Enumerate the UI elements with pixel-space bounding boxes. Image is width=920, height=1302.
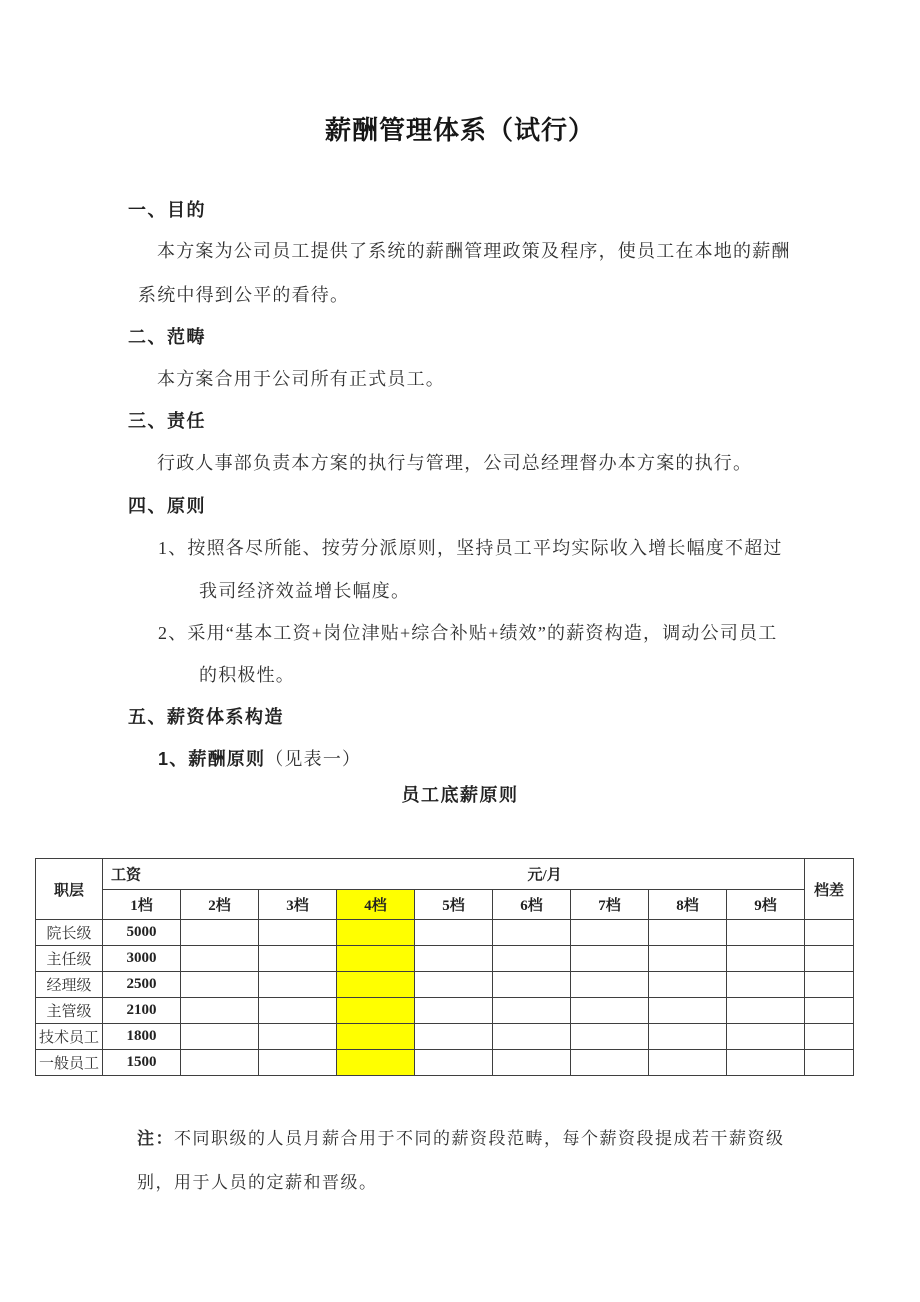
- list-item-line: 的积极性。: [199, 665, 295, 685]
- empty-cell: [493, 998, 571, 1024]
- level-cell: 院长级: [36, 920, 103, 946]
- empty-cell: [181, 998, 259, 1024]
- empty-cell: [181, 920, 259, 946]
- empty-cell: [649, 1024, 727, 1050]
- empty-cell: [493, 1024, 571, 1050]
- grade-header-cell: 9档: [727, 890, 805, 920]
- paragraph-line: 本方案合用于公司所有正式员工。: [157, 369, 445, 389]
- empty-cell: [727, 972, 805, 998]
- table-row: [36, 946, 854, 972]
- section-heading-principles: 四、原则: [128, 496, 206, 516]
- list-item-line: 1、按照各尽所能、按劳分派原则，坚持员工平均实际收入增长幅度不超过: [158, 538, 783, 558]
- empty-cell: [259, 920, 337, 946]
- empty-cell: [571, 946, 649, 972]
- section-heading-scope: 二、范畴: [128, 327, 206, 347]
- salary-table-container: [35, 858, 854, 1076]
- empty-cell: [571, 998, 649, 1024]
- empty-cell: [493, 946, 571, 972]
- empty-cell: [493, 920, 571, 946]
- diff-cell: [805, 998, 854, 1024]
- note-text: 不同职级的人员月薪合用于不同的薪资段范畴，每个薪资段提成若干薪资级: [174, 1129, 785, 1148]
- empty-cell: [649, 920, 727, 946]
- empty-cell: [259, 946, 337, 972]
- list-item-line: 我司经济效益增长幅度。: [199, 581, 411, 601]
- document-title: 薪酬管理体系（试行）: [324, 115, 595, 145]
- salary-label: 工资: [111, 867, 142, 884]
- empty-cell: [649, 972, 727, 998]
- salary-value-cell: 1800: [103, 1024, 181, 1050]
- empty-cell: [337, 1050, 415, 1076]
- grade-header-cell: 6档: [493, 890, 571, 920]
- diff-cell: [805, 946, 854, 972]
- salary-value-cell: 1500: [103, 1050, 181, 1076]
- level-cell: 主管级: [36, 998, 103, 1024]
- note-prefix: 注：: [137, 1129, 174, 1148]
- unit-label: 元/月: [527, 867, 562, 884]
- diff-header-cell: 档差: [805, 859, 854, 920]
- section-heading-responsibility: 三、责任: [128, 411, 206, 431]
- empty-cell: [571, 1050, 649, 1076]
- corner-header-cell: 职层: [36, 859, 103, 920]
- empty-cell: [337, 998, 415, 1024]
- sub-item-suffix: （见表一）: [265, 749, 362, 769]
- diff-cell: [805, 1050, 854, 1076]
- grade-header-cell: 7档: [571, 890, 649, 920]
- grade-header-cell: 2档: [181, 890, 259, 920]
- level-cell: 经理级: [36, 972, 103, 998]
- empty-cell: [259, 998, 337, 1024]
- empty-cell: [649, 946, 727, 972]
- paragraph-line: 本方案为公司员工提供了系统的薪酬管理政策及程序，使员工在本地的薪酬: [157, 241, 791, 261]
- list-item-line: 2、采用“基本工资+岗位津贴+综合补贴+绩效”的薪资构造，调动公司员工: [158, 623, 778, 643]
- empty-cell: [415, 946, 493, 972]
- empty-cell: [181, 1024, 259, 1050]
- diff-cell: [805, 972, 854, 998]
- table-row: [36, 972, 854, 998]
- empty-cell: [259, 1024, 337, 1050]
- empty-cell: [727, 1024, 805, 1050]
- empty-cell: [571, 1024, 649, 1050]
- empty-cell: [727, 998, 805, 1024]
- sub-item-line: [158, 745, 361, 771]
- level-cell: 一般员工: [36, 1050, 103, 1076]
- paragraph-line: 系统中得到公平的看待。: [138, 285, 350, 305]
- empty-cell: [337, 972, 415, 998]
- table-row: [36, 1050, 854, 1076]
- note-line: 别，用于人员的定薪和晋级。: [137, 1173, 378, 1192]
- sub-item-title: 1、薪酬原则: [158, 749, 266, 769]
- empty-cell: [727, 920, 805, 946]
- empty-cell: [415, 998, 493, 1024]
- empty-cell: [181, 972, 259, 998]
- grade-header-cell: 1档: [103, 890, 181, 920]
- diff-cell: [805, 920, 854, 946]
- empty-cell: [649, 998, 727, 1024]
- empty-cell: [649, 1050, 727, 1076]
- empty-cell: [337, 1024, 415, 1050]
- empty-cell: [493, 1050, 571, 1076]
- note-line: [137, 1124, 785, 1149]
- table-row: [36, 998, 854, 1024]
- salary-table: [35, 858, 854, 1076]
- empty-cell: [415, 1050, 493, 1076]
- empty-cell: [415, 1024, 493, 1050]
- level-cell: 主任级: [36, 946, 103, 972]
- paragraph-line: 行政人事部负责本方案的执行与管理，公司总经理督办本方案的执行。: [157, 453, 753, 473]
- empty-cell: [415, 972, 493, 998]
- table-caption: 员工底薪原则: [401, 785, 519, 805]
- section-heading-purpose: 一、目的: [128, 200, 206, 220]
- table-row: [36, 920, 854, 946]
- salary-value-cell: 2500: [103, 972, 181, 998]
- grade-header-cell: 8档: [649, 890, 727, 920]
- empty-cell: [181, 1050, 259, 1076]
- empty-cell: [571, 920, 649, 946]
- empty-cell: [259, 1050, 337, 1076]
- empty-cell: [337, 946, 415, 972]
- empty-cell: [337, 920, 415, 946]
- empty-cell: [415, 920, 493, 946]
- grade-header-cell: 5档: [415, 890, 493, 920]
- level-cell: 技术员工: [36, 1024, 103, 1050]
- grade-header-cell: 4档: [337, 890, 415, 920]
- empty-cell: [727, 946, 805, 972]
- grade-header-cell: 3档: [259, 890, 337, 920]
- table-row: [36, 1024, 854, 1050]
- section-heading-salary-system: 五、薪资体系构造: [128, 707, 284, 727]
- empty-cell: [727, 1050, 805, 1076]
- empty-cell: [571, 972, 649, 998]
- salary-value-cell: 5000: [103, 920, 181, 946]
- empty-cell: [181, 946, 259, 972]
- salary-value-cell: 3000: [103, 946, 181, 972]
- salary-unit-header-cell: [103, 859, 805, 890]
- salary-value-cell: 2100: [103, 998, 181, 1024]
- empty-cell: [493, 972, 571, 998]
- diff-cell: [805, 1024, 854, 1050]
- empty-cell: [259, 972, 337, 998]
